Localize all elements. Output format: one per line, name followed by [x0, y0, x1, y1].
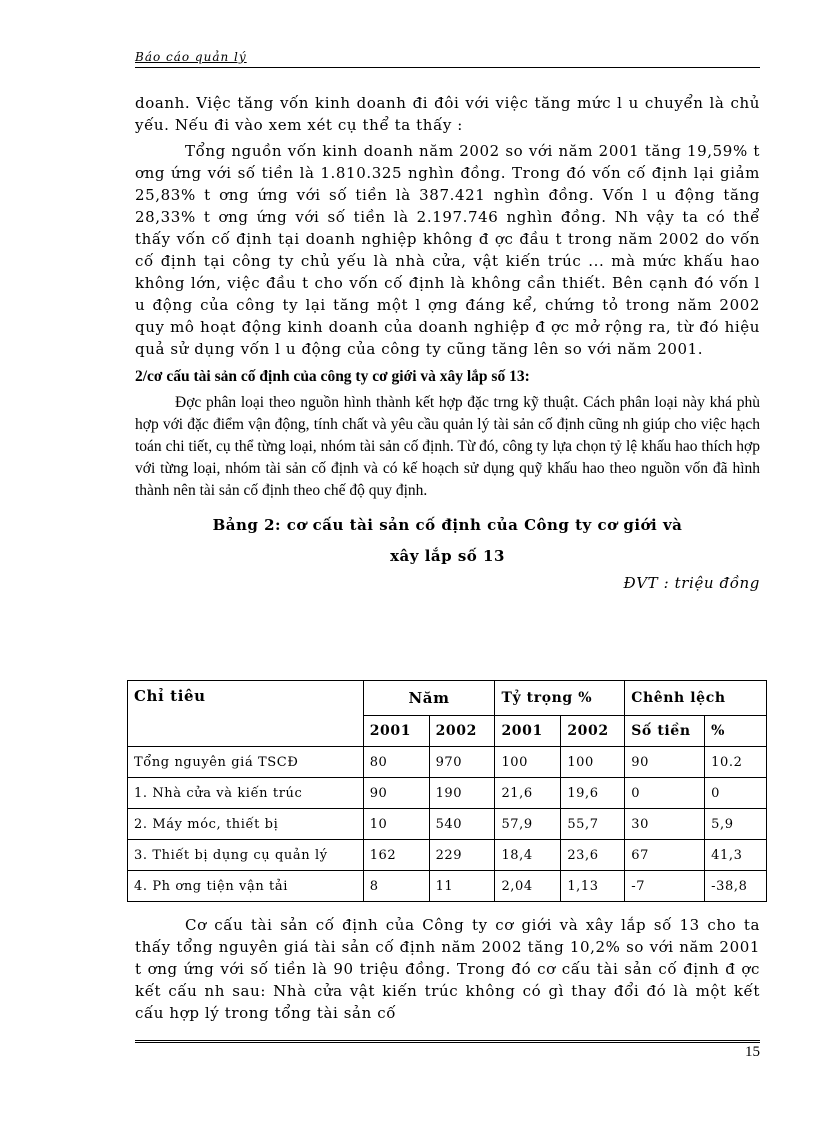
- cell-so-tien: -7: [625, 871, 705, 902]
- cell-ty-trong-2001: 57,9: [495, 809, 561, 840]
- cell-ty-trong-2002: 19,6: [561, 778, 625, 809]
- cell-pct: -38,8: [705, 871, 767, 902]
- cell-ty-trong-2001: 100: [495, 747, 561, 778]
- paragraph-3: Đợc phân loại theo nguồn hình thành kết hợp đặc trng kỹ thuật. Cách phân loại này khá phù hợp với đặc điểm vận động, tính chất và yêu cầu quản lý tài sản cố định cũng nh giúp cho việc hạch toán chi tiết, cụ thể từng loại, nhóm tài sản cố định. Từ đó, công ty lựa chọn tỷ lệ khấu hao thích hợp với từng loại, nhóm tài sản cố định và có kế hoạch sử dụng quỹ khấu hao theo nguồn vốn đã hình thành nên tài sản cố định theo chế độ quy định.: [135, 394, 760, 499]
- cell-nam-2001: 90: [363, 778, 429, 809]
- table-row: [128, 871, 767, 902]
- cell-ty-trong-2001: 18,4: [495, 840, 561, 871]
- header-chi-tieu: Chỉ tiêu: [128, 681, 364, 747]
- cell-ty-trong-2001: 21,6: [495, 778, 561, 809]
- row-label: 1. Nhà cửa và kiến trúc: [128, 778, 364, 809]
- paragraph-4: Cơ cấu tài sản cố định của Công ty cơ giới và xây lắp số 13 cho ta thấy tổng nguyên giá tài sản cố định năm 2002 tăng 10,2% so với năm 2001 t ơng ứng với số tiền là 90 triệu đồng. Trong đó cơ cấu tài sản cố định đ ợc kết cấu nh sau: Nhà cửa vật kiến trúc không có gì thay đổi đó là một kết cấu hợp lý trong tổng tài sản cố: [135, 916, 760, 1022]
- header-2002-a: 2002: [429, 716, 495, 747]
- cell-nam-2001: 10: [363, 809, 429, 840]
- page-number: 15: [745, 1044, 760, 1060]
- cell-ty-trong-2002: 23,6: [561, 840, 625, 871]
- table-title-line-2: xây lắp số 13: [390, 547, 505, 565]
- unit-label: ĐVT : triệu đồng: [623, 574, 760, 592]
- cell-nam-2001: 162: [363, 840, 429, 871]
- closing-text: [135, 914, 760, 1024]
- header-pct: %: [705, 716, 767, 747]
- cell-nam-2002: 229: [429, 840, 495, 871]
- header-2001-b: 2001: [495, 716, 561, 747]
- table-row: [128, 747, 767, 778]
- cell-nam-2002: 970: [429, 747, 495, 778]
- table-header-row-1: [128, 681, 767, 716]
- cell-so-tien: 30: [625, 809, 705, 840]
- running-header: [135, 50, 760, 68]
- table-row: [128, 778, 767, 809]
- section-heading: 2/cơ cấu tài sản cố định của công ty cơ giới và xây lắp số 13:: [135, 368, 530, 385]
- cell-pct: 0: [705, 778, 767, 809]
- running-title: Báo cáo quản lý: [135, 50, 247, 64]
- header-nam: Năm: [363, 681, 495, 716]
- body-text: [135, 92, 760, 594]
- cell-nam-2002: 11: [429, 871, 495, 902]
- cell-pct: 41,3: [705, 840, 767, 871]
- paragraph-2: Tổng nguồn vốn kinh doanh năm 2002 so với năm 2001 tăng 19,59% t ơng ứng với số tiền là 1.810.325 nghìn đồng. Trong đó vốn cố định lại giảm 25,83% t ơng ứng với số tiền là 387.421 nghìn đồng. Vốn l u động tăng 28,33% t ơng ứng với số tiền là 2.197.746 nghìn đồng. Nh vậy ta có thể thấy vốn cố định tại doanh nghiệp không đ ợc đầu t trong năm 2002 do vốn cố định tại công ty chủ yếu là nhà cửa, vật kiến trúc ... mà mức khấu hao không lớn, việc đầu t cho vốn cố định là không cần thiết. Bên cạnh đó vốn l u động của công ty lại tăng một l ợng đáng kể, chứng tỏ trong năm 2002 quy mô hoạt động kinh doanh của doanh nghiệp đ ợc mở rộng ra, từ đó hiệu quả sử dụng vốn l u động của công ty cũng tăng lên so với năm 2001.: [135, 142, 760, 358]
- header-2002-b: 2002: [561, 716, 625, 747]
- table-row: [128, 809, 767, 840]
- table-title-line-1: Bảng 2: cơ cấu tài sản cố định của Công ty cơ giới và: [212, 516, 683, 534]
- cell-so-tien: 0: [625, 778, 705, 809]
- paragraph-1: doanh. Việc tăng vốn kinh doanh đi đôi với việc tăng mức l u chuyển là chủ yếu. Nếu đi vào xem xét cụ thể ta thấy :: [135, 94, 760, 134]
- footer-divider: [135, 1040, 760, 1043]
- cell-ty-trong-2002: 55,7: [561, 809, 625, 840]
- cell-so-tien: 90: [625, 747, 705, 778]
- cell-nam-2002: 190: [429, 778, 495, 809]
- header-chenh-lech: Chênh lệch: [625, 681, 767, 716]
- asset-structure-table: [127, 680, 767, 902]
- header-so-tien: Số tiền: [625, 716, 705, 747]
- row-label: 4. Ph ơng tiện vận tải: [128, 871, 364, 902]
- cell-nam-2002: 540: [429, 809, 495, 840]
- cell-nam-2001: 8: [363, 871, 429, 902]
- row-label: Tổng nguyên giá TSCĐ: [128, 747, 364, 778]
- cell-pct: 10.2: [705, 747, 767, 778]
- cell-ty-trong-2002: 1,13: [561, 871, 625, 902]
- cell-ty-trong-2002: 100: [561, 747, 625, 778]
- row-label: 2. Máy móc, thiết bị: [128, 809, 364, 840]
- header-ty-trong: Tỷ trọng %: [495, 681, 625, 716]
- cell-ty-trong-2001: 2,04: [495, 871, 561, 902]
- cell-so-tien: 67: [625, 840, 705, 871]
- row-label: 3. Thiết bị dụng cụ quản lý: [128, 840, 364, 871]
- cell-pct: 5,9: [705, 809, 767, 840]
- header-2001-a: 2001: [363, 716, 429, 747]
- table-row: [128, 840, 767, 871]
- cell-nam-2001: 80: [363, 747, 429, 778]
